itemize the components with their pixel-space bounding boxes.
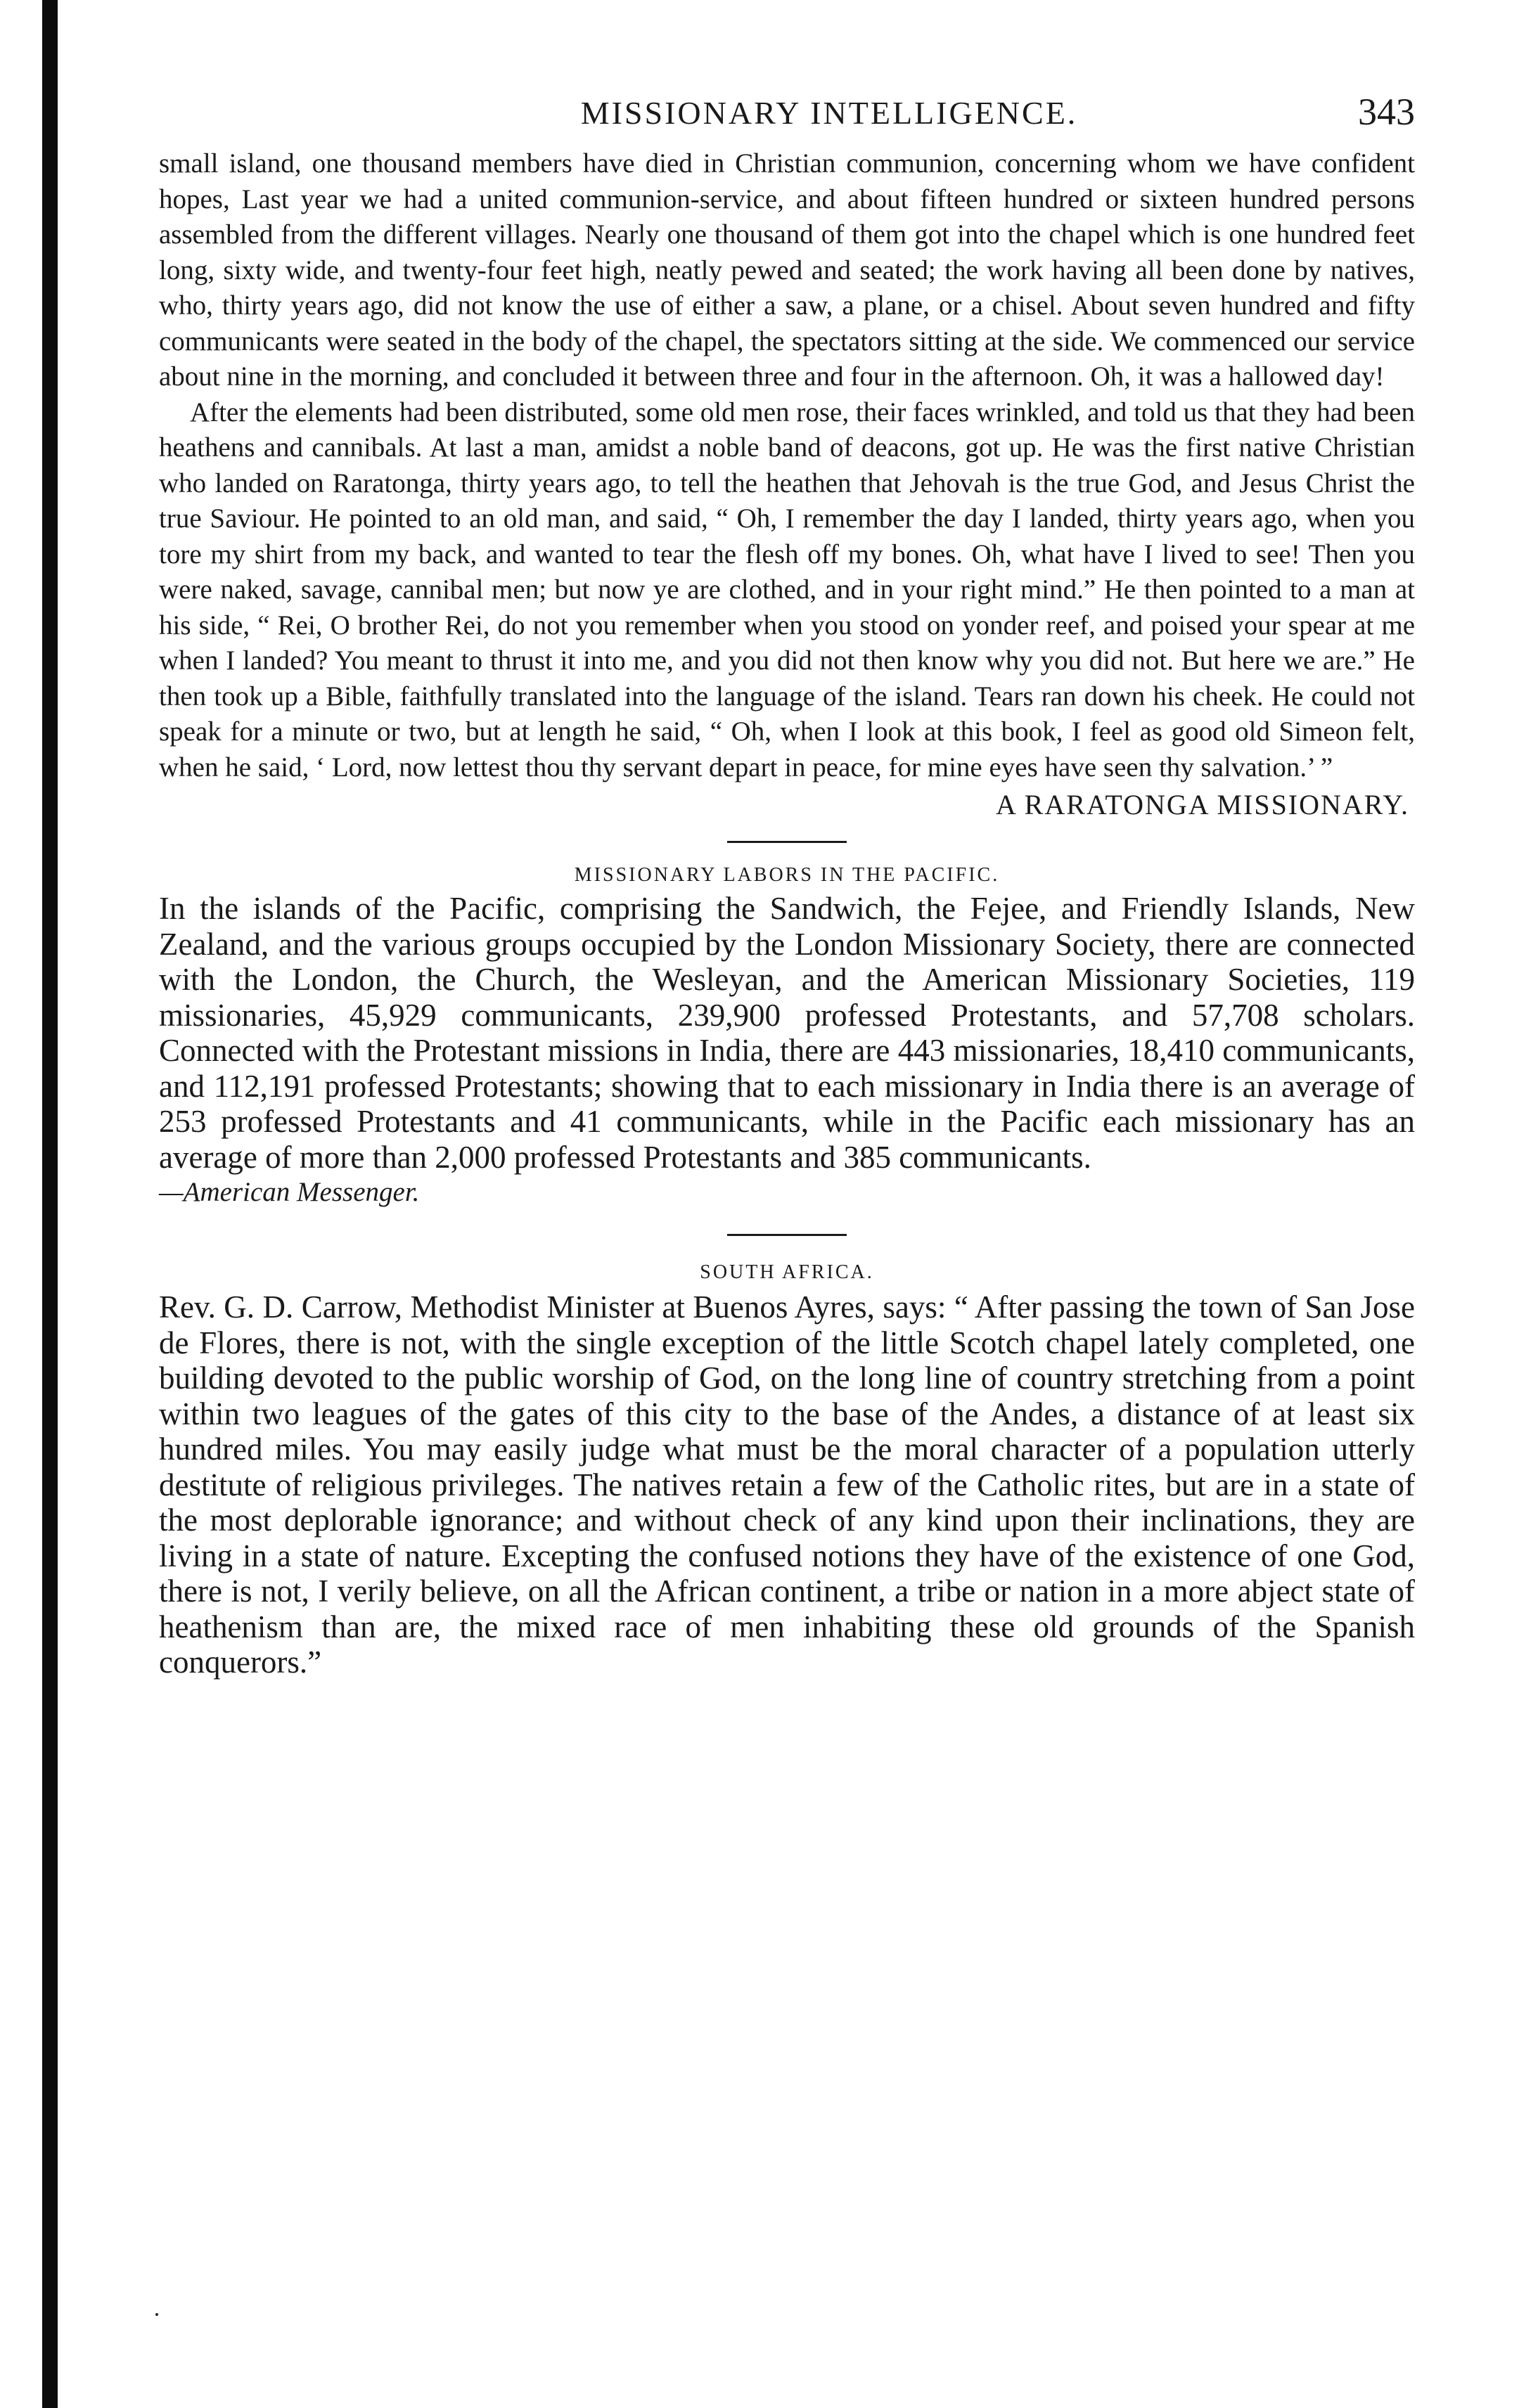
running-title: MISSIONARY INTELLIGENCE. xyxy=(580,95,1078,131)
running-head xyxy=(159,84,1415,141)
section-heading-south-africa: SOUTH AFRICA. xyxy=(700,1261,874,1283)
section-heading-pacific: MISSIONARY LABORS IN THE PACIFIC. xyxy=(574,864,1000,886)
stray-mark xyxy=(155,2313,158,2316)
binding-edge xyxy=(42,0,58,2408)
page-number: 343 xyxy=(1358,91,1415,133)
section-rule xyxy=(727,1234,847,1236)
paragraph-elements-text: After the elements had been distributed, some old men rose, their faces wrinkled, and told us that they had been heathens and cannibals. At last a man, amidst a noble band of deacons, got up. He was the first native Christian who landed on Raratonga, thirty years ago, to tell the heathen that Jehovah is the true God, and Jesus Christ the true Saviour. He pointed to an old man, and said, “ Oh, I remember the day I landed, thirty years ago, when you tore my shirt from my back, and wanted to tear the flesh off my bones. Oh, what have I lived to see! Then you were naked, savage, cannibal men; but now ye are clothed, and in your right mind.” He then pointed to a man at his side, “ Rei, O brother Rei, do not you remember when you stood on yonder reef, and poised your spear at me when I landed? You meant to thrust it into me, and you did not then know why you did not. But here we are.” He then took up a Bible, faithfully translated into the language of the island. Tears ran down his cheek. He could not speak for a minute or two, but at length he said, “ Oh, when I look at this book, I feel as good old Simeon felt, when he said, ‘ Lord, now lettest thou thy servant depart in peace, for mine eyes have seen thy salvation.’ ” xyxy=(159,397,1415,783)
signature: A RARATONGA MISSIONARY. xyxy=(996,789,1409,820)
section-rule xyxy=(727,841,847,843)
continued-paragraph: small island, one thousand members have died in Christian communion, concerning whom we have confident hopes, Last year we had a united communion-service, and about fifteen hundred or sixteen hundred persons assembled from the different villages. Nearly one thousand of them got into the chapel which is one hundred feet long, sixty wide, and twenty-four feet high, neatly pewed and seated; the work having all been done by natives, who, thirty years ago, did not know the use of either a saw, a plane, or a chisel. About seven hundred and fifty communicants were seated in the body of the chapel, the spectators sitting at the side. We commenced our service about nine in the morning, and concluded it between three and four in the afternoon. Oh, it was a hallowed day! xyxy=(159,148,1415,392)
paragraph-elements xyxy=(159,395,1415,786)
page xyxy=(159,84,1415,1680)
paragraph-pacific: In the islands of the Pacific, comprising the Sandwich, the Fejee, and Friendly Islands, New Zealand, and the various groups occupied by the London Missionary Society, there are connected with the London, the Church, the Wesleyan, and the American Missionary Societies, 119 missionaries, 45,929 communicants, 239,900 professed Protestants, and 57,708 scholars. Connected with the Protestant missions in India, there are 443 missionaries, 18,410 communicants, and 112,191 professed Protestants; showing that to each missionary in India there is an average of 253 professed Protestants and 41 communicants, while in the Pacific each missionary has an average of more than 2,000 professed Protestants and 385 communicants. xyxy=(159,891,1415,1175)
paragraph-south-africa: Rev. G. D. Carrow, Methodist Minister at Buenos Ayres, says: “ After passing the town of San Jose de Flores, there is not, with the single exception of the little Scotch chapel lately completed, one building devoted to the public worship of God, on the long line of country stretching from a point within two leagues of the gates of this city to the base of the Andes, a distance of at least six hundred miles. You may easily judge what must be the moral character of a population utterly destitute of religious privileges. The natives retain a few of the Catholic rites, but are in a state of the most deplorable ignorance; and without check of any kind upon their inclinations, they are living in a state of nature. Excepting the confused notions they have of the existence of one God, there is not, I verily believe, on all the African continent, a tribe or nation in a more abject state of heathenism than are, the mixed race of men inhabiting these old grounds of the Spanish conquerors.” xyxy=(159,1289,1415,1680)
source-attribution: —American Messenger. xyxy=(159,1177,420,1207)
